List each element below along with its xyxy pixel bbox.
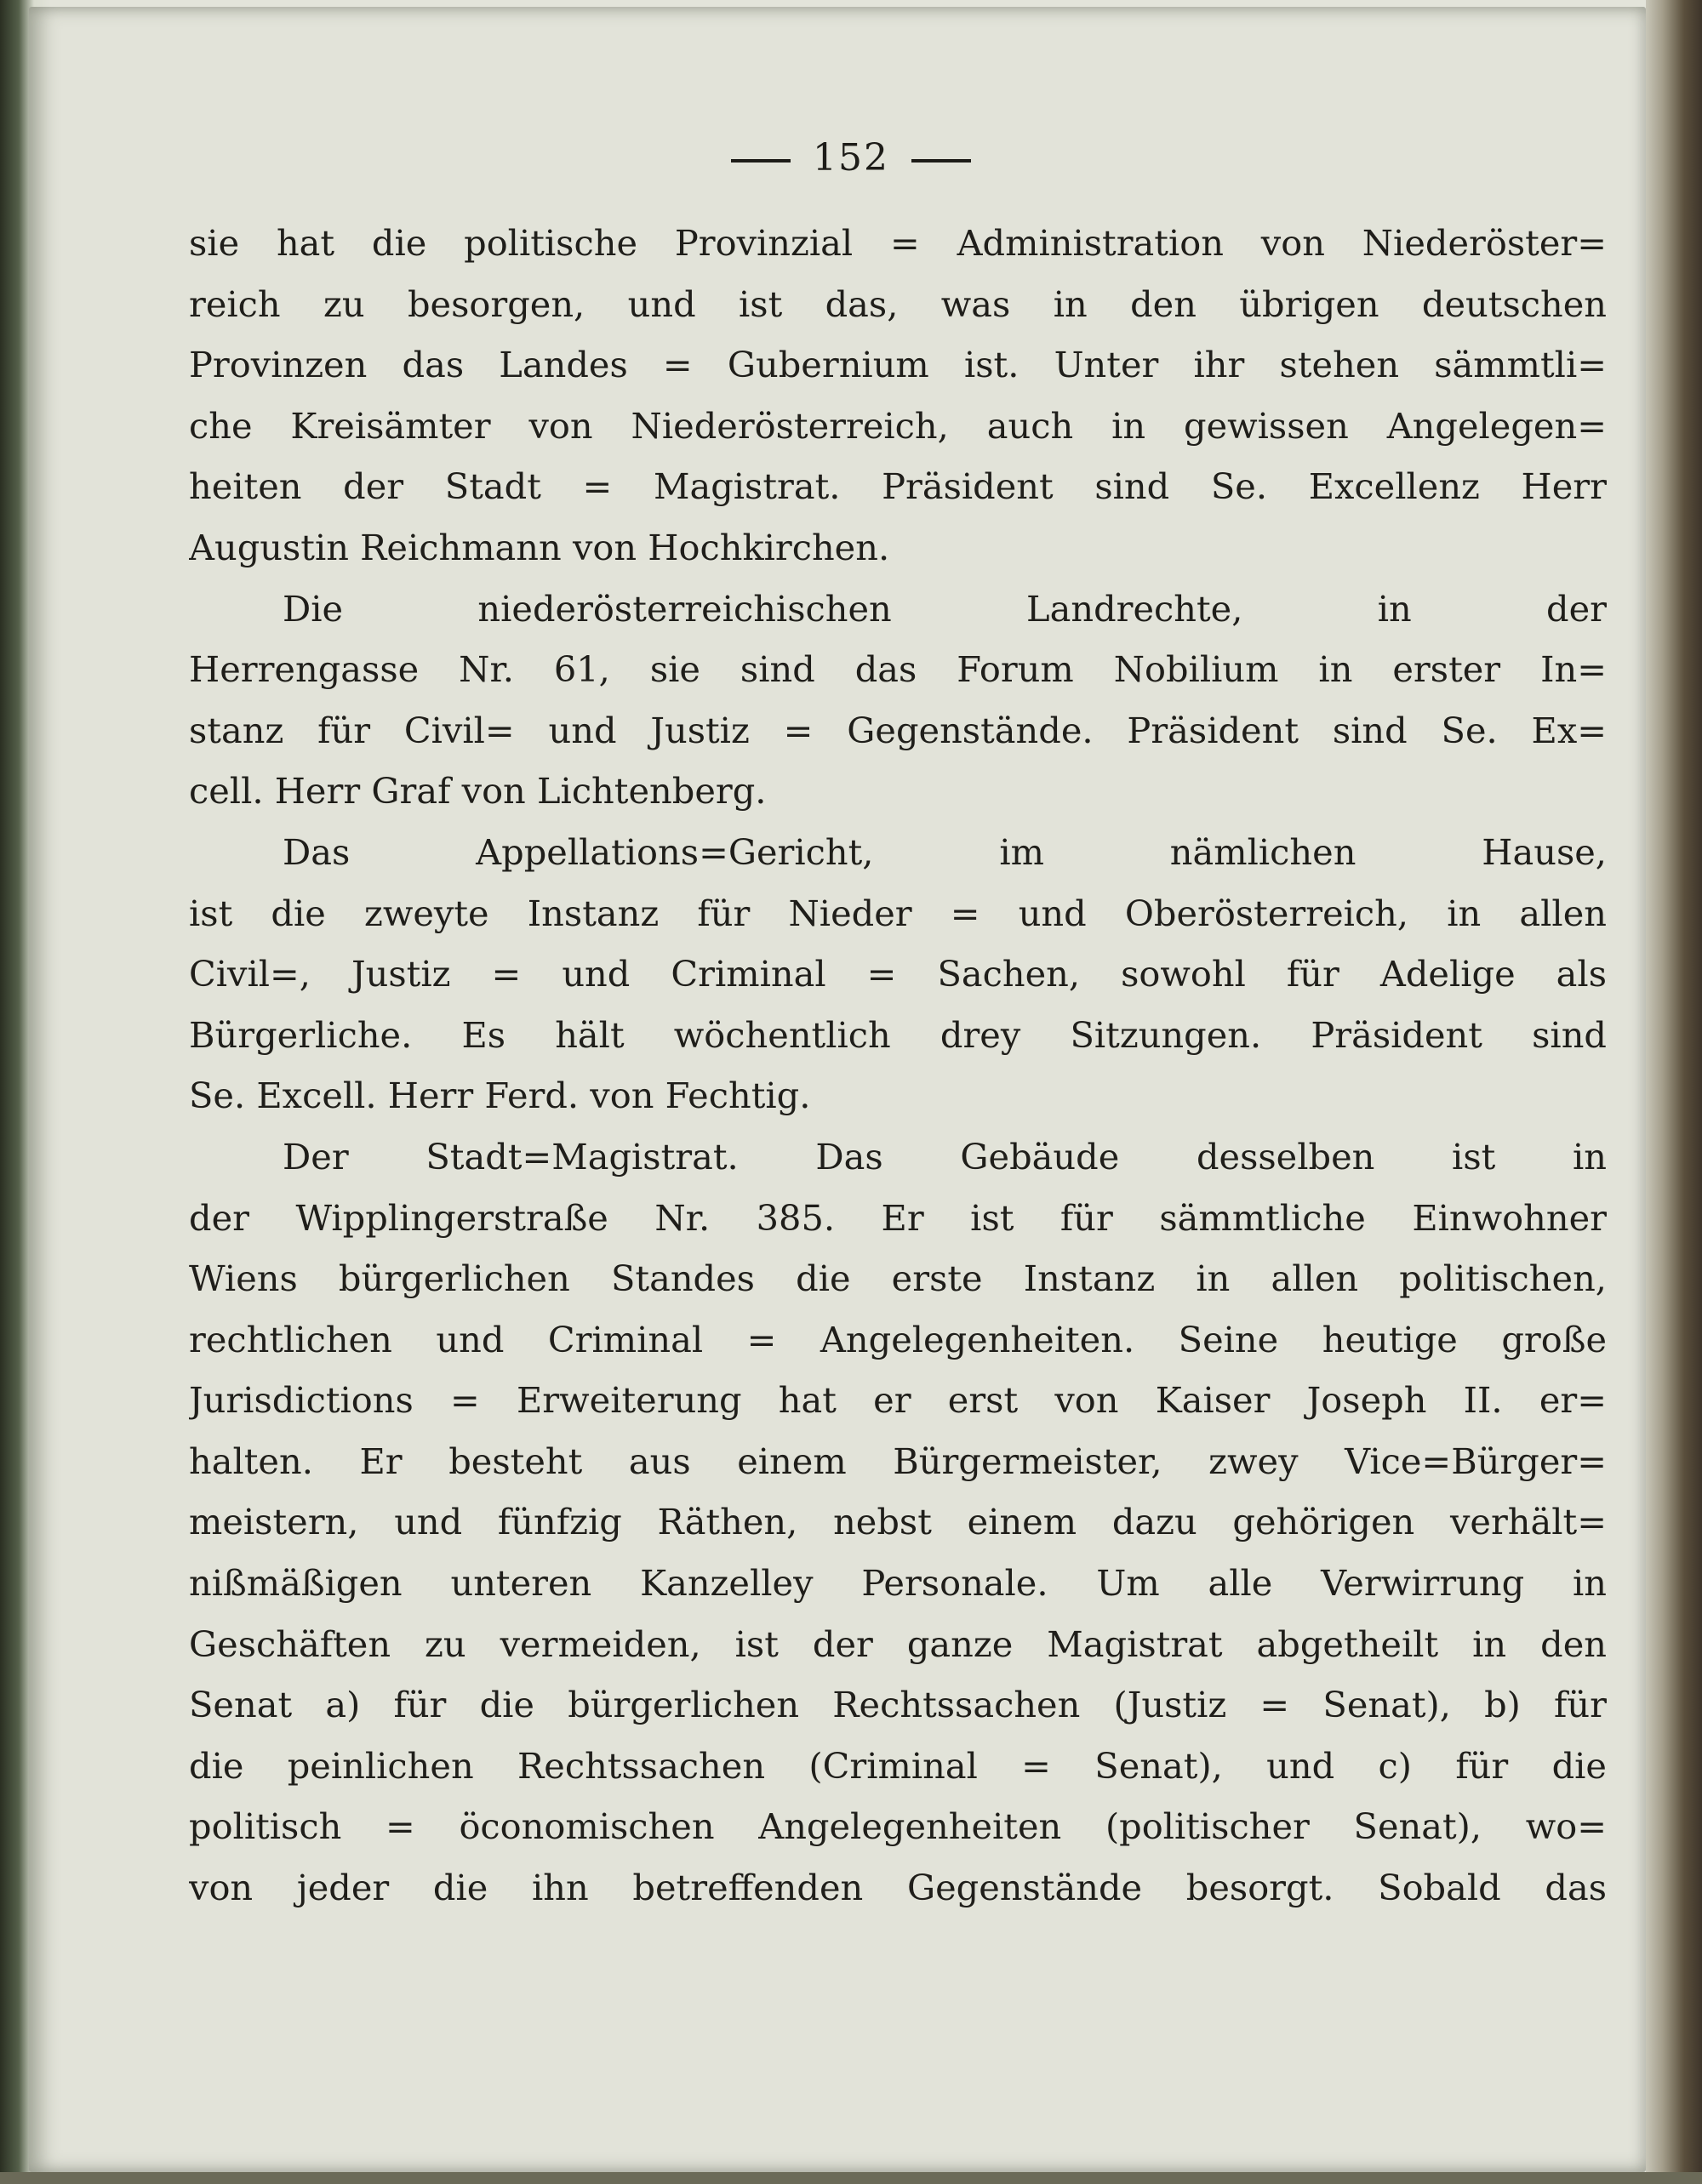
text-line: Die niederösterreichischen Landrechte, in der [283, 587, 1607, 630]
text-line: Se. Excell. Herr Ferd. von Fechtig. [189, 1075, 811, 1117]
text-line: Augustin Reichmann von Hochkirchen. [189, 526, 890, 568]
text-line: meistern, und fünfzig Räthen, nebst einem dazu gehörigen verhält= [189, 1501, 1607, 1543]
text-line: heiten der Stadt = Magistrat. Präsident sind Se. Excellenz Herr [189, 465, 1607, 508]
text-line: ist die zweyte Instanz für Nieder = und Oberösterreich, in allen [189, 892, 1607, 934]
text-line: Bürgerliche. Es hält wöchentlich drey Sitzungen. Präsident sind [189, 1013, 1607, 1056]
page-edge [1646, 0, 1702, 2184]
text-line: nißmäßigen unteren Kanzelley Personale. Um alle Verwirrung in [189, 1562, 1607, 1605]
text-line: von jeder die ihn betreffenden Gegenstände besorgt. Sobald das [189, 1867, 1607, 1909]
header-dash-right [911, 159, 971, 163]
text-line: Jurisdictions = Erweiterung hat er erst von Kaiser Joseph II. er= [189, 1379, 1607, 1422]
text-line: Senat a) für die bürgerlichen Rechtssachen (Justiz = Senat), b) für [189, 1684, 1607, 1726]
text-line: halten. Er besteht aus einem Bürgermeister, zwey Vice=Bürger= [189, 1440, 1607, 1482]
page-header [0, 136, 1702, 180]
text-line: Der Stadt=Magistrat. Das Gebäude desselben ist in [283, 1135, 1607, 1178]
text-line: stanz für Civil= und Justiz = Gegenstände. Präsident sind Se. Ex= [189, 709, 1607, 751]
text-line: reich zu besorgen, und ist das, was in den übrigen deutschen [189, 282, 1607, 325]
text-line: che Kreisämter von Niederösterreich, auch in gewissen Angelegen= [189, 404, 1607, 447]
page-number: 152 [813, 136, 889, 180]
text-line: Herrengasse Nr. 61, sie sind das Forum Nobilium in erster In= [189, 648, 1607, 691]
text-line: Provinzen das Landes = Gubernium ist. Unter ihr stehen sämmtli= [189, 344, 1607, 386]
text-line: Wiens bürgerlichen Standes die erste Instanz in allen politischen, [189, 1257, 1607, 1300]
header-dash-left [731, 159, 791, 163]
text-line: Geschäften zu vermeiden, ist der ganze Magistrat abgetheilt in den [189, 1622, 1607, 1665]
text-line: cell. Herr Graf von Lichtenberg. [189, 770, 767, 813]
text-line: Das Appellations=Gericht, im nämlichen Hause, [283, 830, 1607, 873]
text-line: politisch = öconomischen Angelegenheiten (politischer Senat), wo= [189, 1805, 1607, 1848]
text-line: der Wipplingerstraße Nr. 385. Er ist für sämmtliche Einwohner [189, 1196, 1607, 1239]
text-line: die peinlichen Rechtssachen (Criminal = Senat), und c) für die [189, 1744, 1607, 1787]
body-text [189, 213, 1607, 1919]
text-line: Civil=, Justiz = und Criminal = Sachen, sowohl für Adelige als [189, 953, 1607, 995]
text-line: rechtlichen und Criminal = Angelegenheiten. Seine heutige große [189, 1318, 1607, 1360]
page-bottom-edge [0, 2172, 1702, 2184]
text-line: sie hat die politische Provinzial = Administration von Niederöster= [189, 222, 1607, 264]
